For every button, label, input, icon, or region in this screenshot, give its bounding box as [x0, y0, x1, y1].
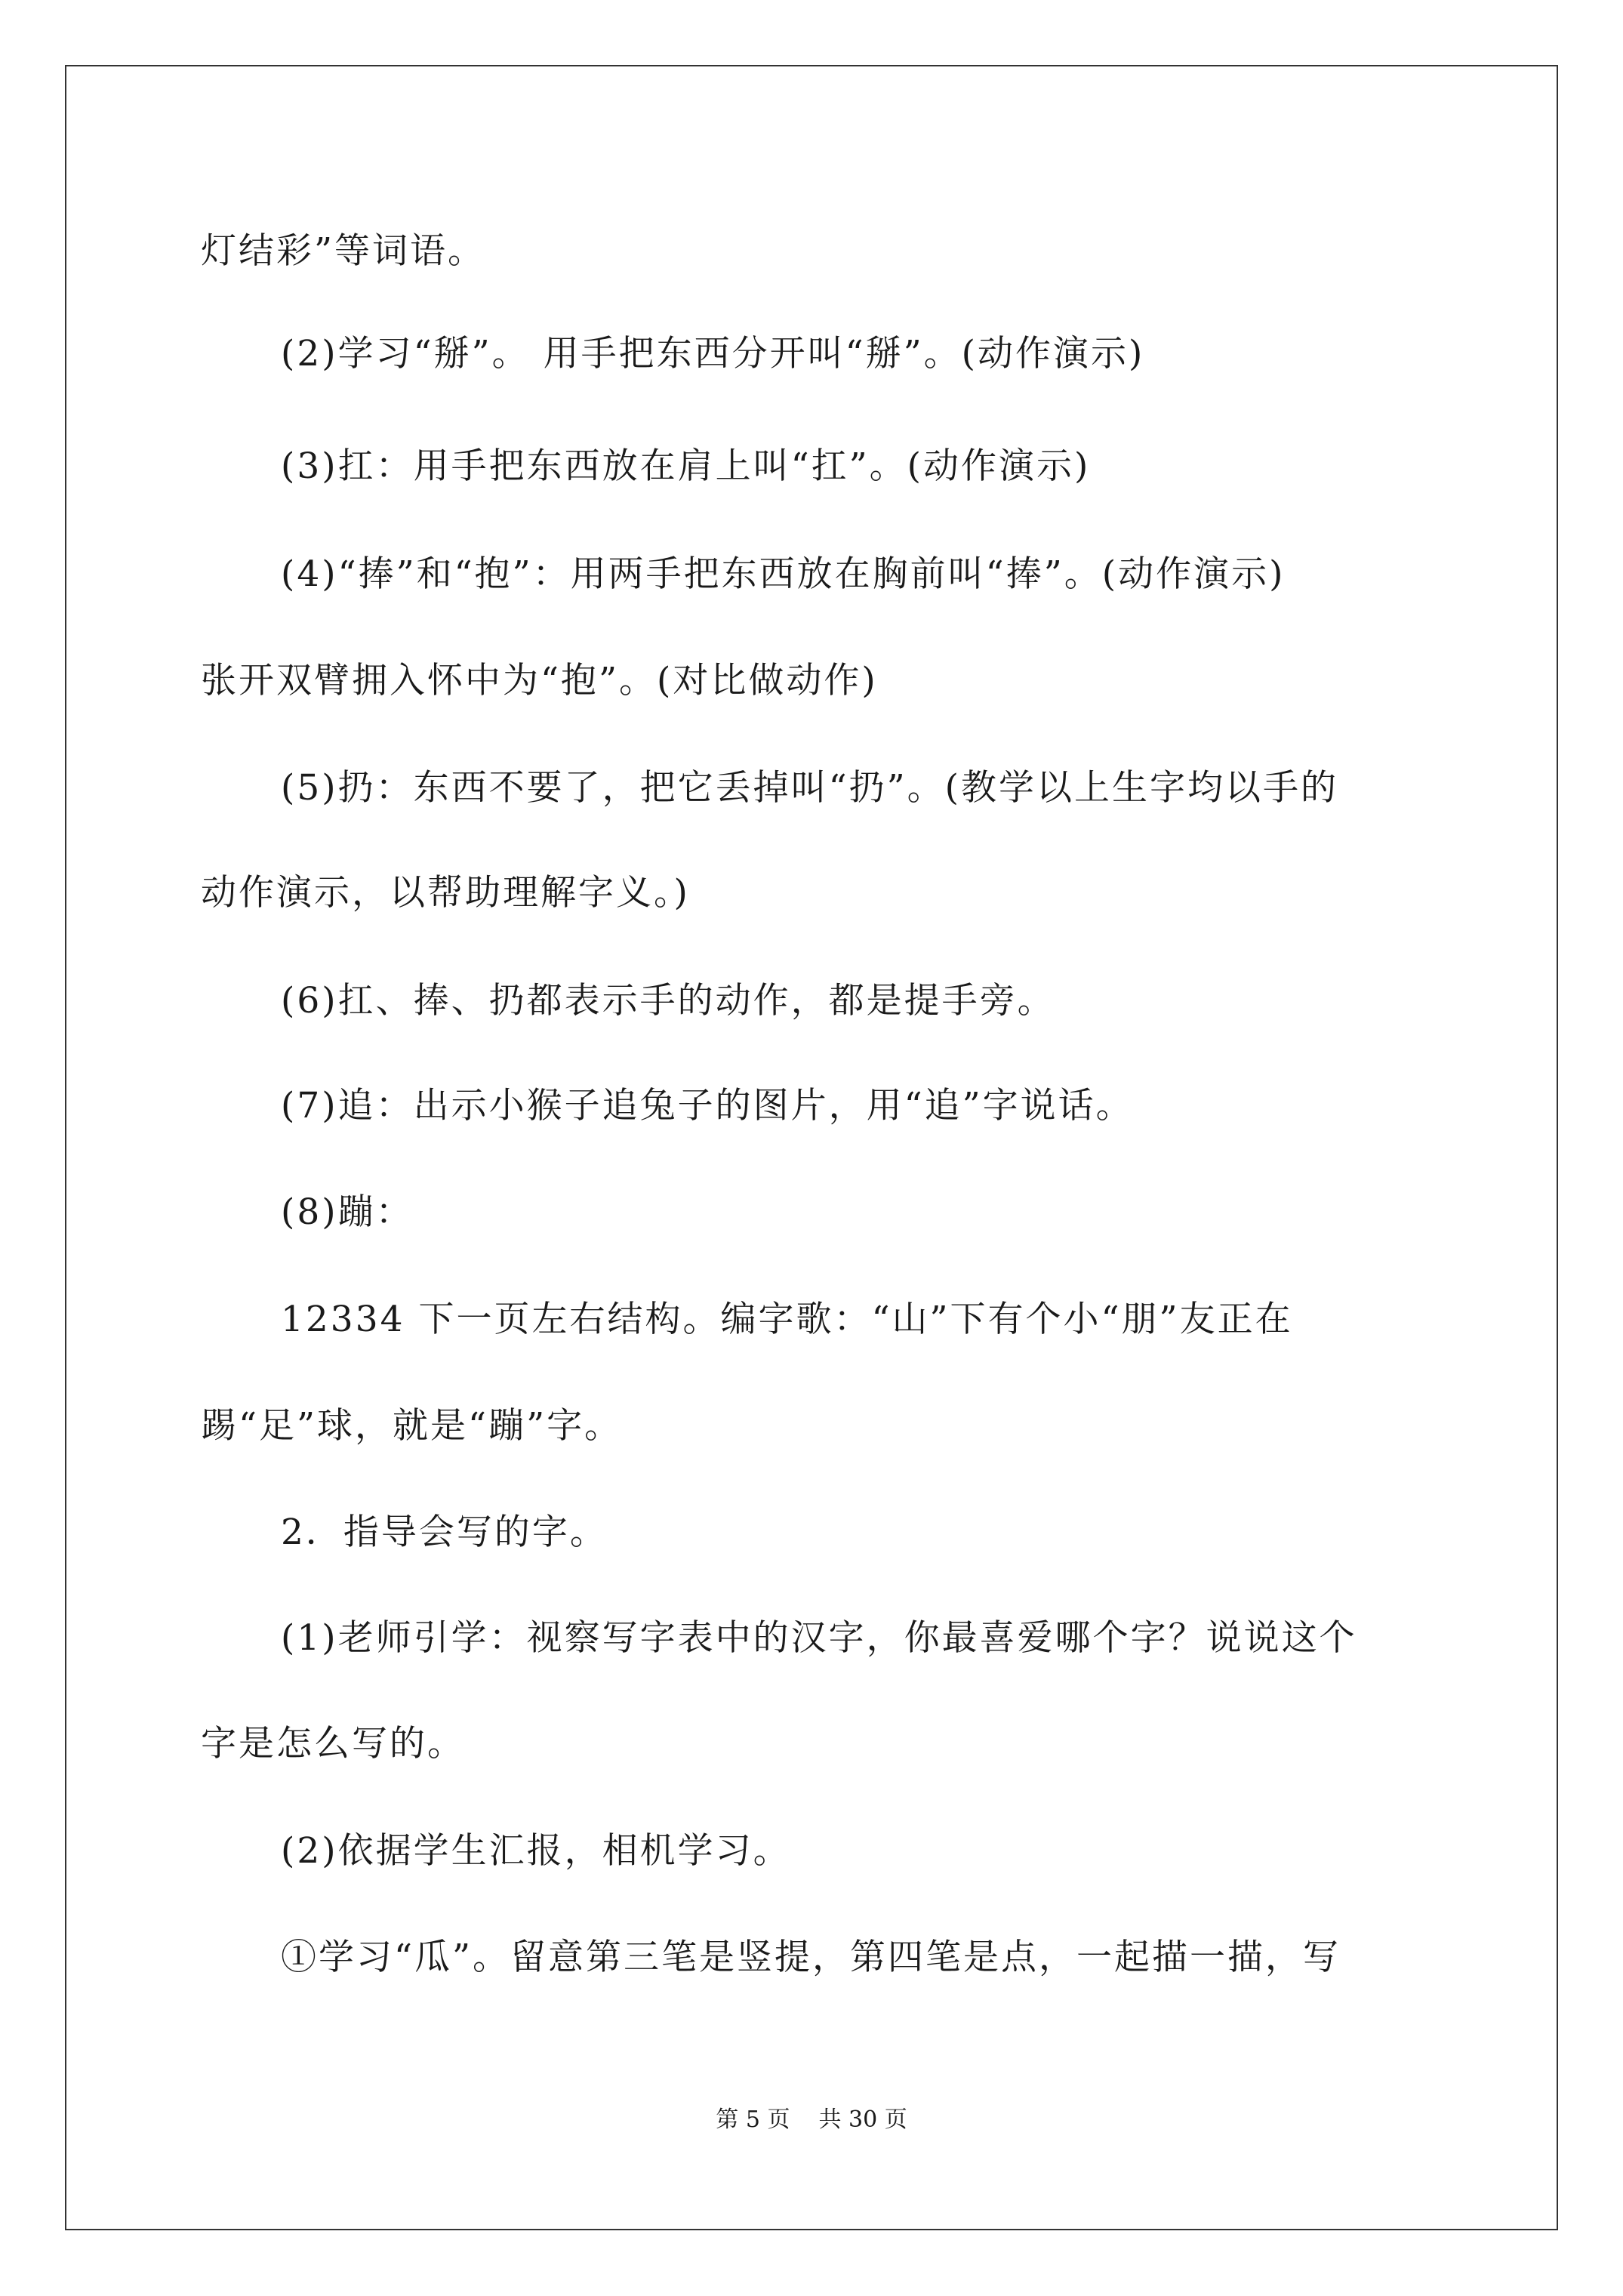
- text-line-3: (3)扛：用手把东西放在肩上叫“扛”。(动作演示): [281, 445, 1091, 487]
- text-line-11: 12334 下一页左右结构。编字歌：“山”下有个小“朋”友正在: [281, 1299, 1293, 1340]
- text-line-13: 2．指导会写的字。: [281, 1512, 608, 1553]
- page-number-total: 共 30 页: [818, 2106, 907, 2133]
- text-line-15: 字是怎么写的。: [201, 1723, 465, 1764]
- text-line-4: (4)“捧”和“抱”：用两手把东西放在胸前叫“捧”。(动作演示): [281, 553, 1286, 595]
- text-line-6: (5)扔：东西不要了，把它丢掉叫“扔”。(教学以上生字均以手的: [281, 767, 1338, 809]
- page-number-current: 第 5 页: [716, 2106, 790, 2133]
- text-line-12: 踢“足”球，就是“蹦”字。: [201, 1405, 623, 1447]
- text-line-7: 动作演示，以帮助理解字义。): [201, 872, 690, 914]
- text-line-9: (7)追：出示小猴子追兔子的图片，用“追”字说话。: [281, 1085, 1134, 1126]
- page-footer: [0, 2105, 1623, 2135]
- text-line-17: ①学习“瓜”。留意第三笔是竖提，第四笔是点，一起描一描，写: [281, 1937, 1341, 1978]
- text-line-1: 灯结彩”等词语。: [201, 230, 486, 272]
- text-line-2: (2)学习“掰”。 用手把东西分开叫“掰”。(动作演示): [281, 333, 1145, 374]
- text-line-10: (8)蹦：: [281, 1191, 414, 1233]
- text-line-8: (6)扛、捧、扔都表示手的动作，都是提手旁。: [281, 980, 1055, 1022]
- text-line-16: (2)依据学生汇报，相机学习。: [281, 1830, 791, 1872]
- text-line-14: (1)老师引学：视察写字表中的汉字，你最喜爱哪个字？说说这个: [281, 1617, 1357, 1659]
- text-line-5: 张开双臂拥入怀中为“抱”。(对比做动作): [201, 660, 878, 701]
